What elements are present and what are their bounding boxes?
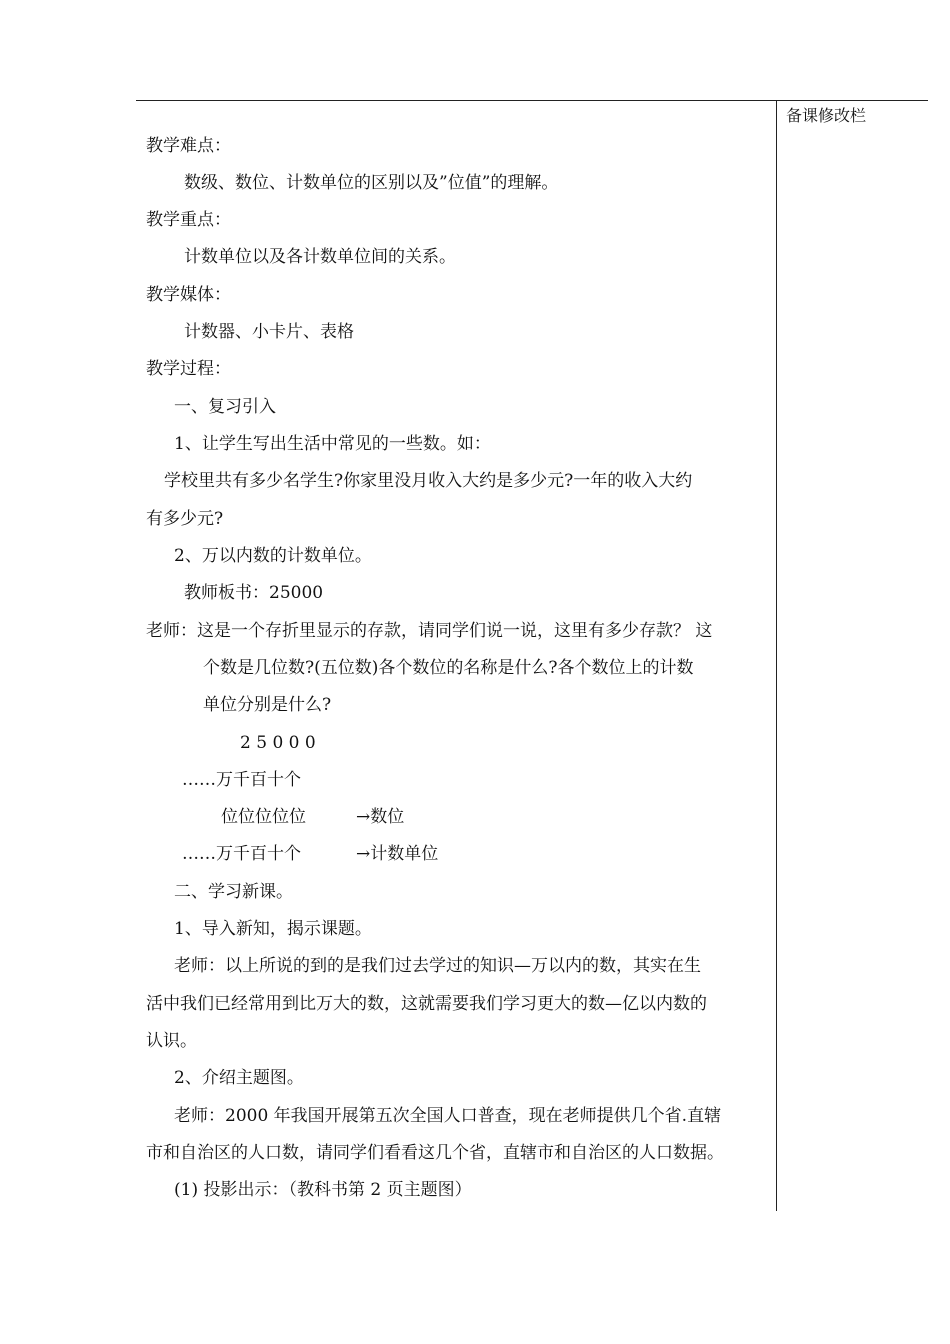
item-2-theme: 2、介绍主题图。 bbox=[174, 1068, 304, 1088]
arrow-place: →数位 bbox=[356, 807, 405, 827]
text-question-1: 学校里共有多少名学生?你家里没月收入大约是多少元?一年的收入大约 bbox=[164, 471, 693, 491]
place-names-1: ……万千百十个 bbox=[182, 770, 301, 790]
item-projection: (1) 投影出示：（教科书第 2 页主题图） bbox=[174, 1180, 472, 1200]
text-media: 计数器、小卡片、表格 bbox=[184, 322, 354, 342]
number-digits: 2 5 0 0 0 bbox=[240, 733, 316, 753]
text-teacher-2-cont: 活中我们已经常用到比万大的数，这就需要我们学习更大的数—亿以内数的 bbox=[146, 994, 707, 1014]
text-teacher-1-cont: 个数是几位数?(五位数)各个数位的名称是什么?各个数位上的计数 bbox=[203, 658, 694, 678]
item-1-review: 1、让学生写出生活中常见的一些数。如： bbox=[174, 434, 491, 454]
text-teacher-3-cont: 市和自治区的人口数，请同学们看看这几个省，直辖市和自治区的人口数据。 bbox=[146, 1143, 724, 1163]
heading-media: 教学媒体： bbox=[146, 285, 231, 305]
top-rule bbox=[136, 100, 928, 101]
section-review: 一、复习引入 bbox=[174, 397, 276, 417]
text-teacher-2: 老师：以上所说的到的是我们过去学过的知识—万以内的数，其实在生 bbox=[174, 956, 701, 976]
text-board: 教师板书：25000 bbox=[184, 583, 324, 603]
place-names-2: ……万千百十个 bbox=[182, 844, 301, 864]
side-column-label: 备课修改栏 bbox=[786, 106, 867, 125]
item-1-intro: 1、导入新知，揭示课题。 bbox=[174, 919, 372, 939]
section-new-lesson: 二、学习新课。 bbox=[174, 882, 293, 902]
text-teacher-3: 老师：2000 年我国开展第五次全国人口普查，现在老师提供几个省.直辖 bbox=[174, 1106, 722, 1126]
heading-key-points: 教学重点： bbox=[146, 210, 231, 230]
text-teacher-1: 老师：这是一个存折里显示的存款，请同学们说一说，这里有多少存款？ 这 bbox=[146, 621, 713, 641]
text-teacher-1-cont2: 单位分别是什么? bbox=[203, 695, 332, 715]
text-teacher-2-cont2: 认识。 bbox=[146, 1031, 197, 1051]
heading-difficulty: 教学难点： bbox=[146, 136, 231, 156]
text-difficulty: 数级、数位、计数单位的区别以及”位值”的理解。 bbox=[184, 173, 559, 193]
arrow-counting-unit: →计数单位 bbox=[356, 844, 439, 864]
text-key-points: 计数单位以及各计数单位间的关系。 bbox=[184, 247, 456, 267]
column-divider bbox=[776, 100, 777, 1211]
heading-process: 教学过程： bbox=[146, 359, 231, 379]
item-2-units: 2、万以内数的计数单位。 bbox=[174, 546, 372, 566]
text-question-1-cont: 有多少元? bbox=[146, 509, 224, 529]
place-suffix: 位位位位位 bbox=[221, 807, 306, 827]
